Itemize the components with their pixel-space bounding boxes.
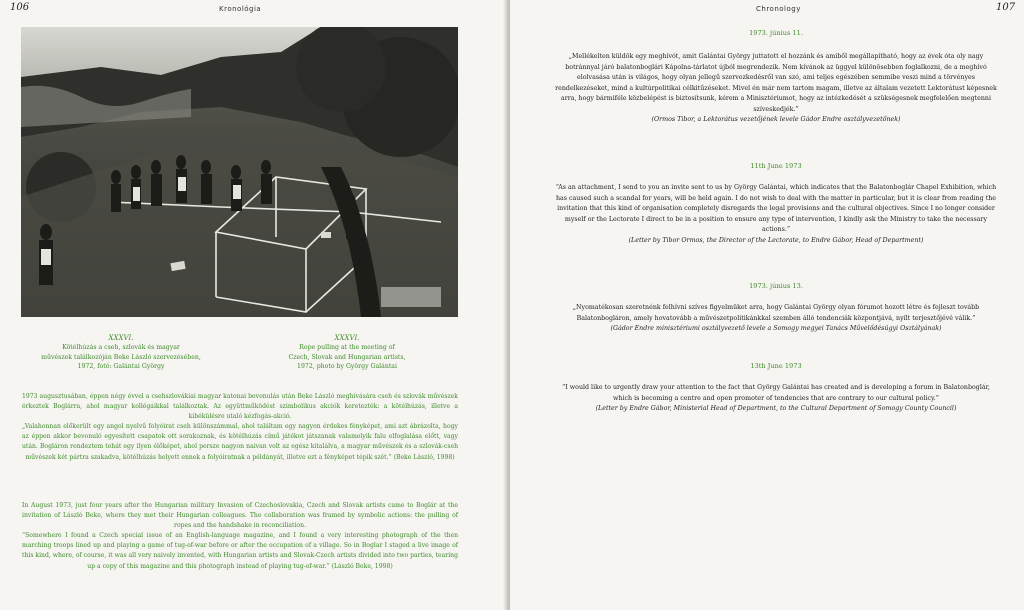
en-paragraph-2: “Somewhere I found a Czech special issue of an English-language magazine, and I found a very interesting photograph of the then marching troops lined up and playing a game of tug-of-war before or after the occupation of a village. So in Boglar I staged a live image of this kind, where, of course, it was all very naively invented, with Hungarian artists and Slovak-Czech artists divided into two parties, tearing up a copy of this magazine and this photograph instead of playing tug-of-war.” (László Beke, 1998) [22, 532, 458, 570]
caption-hu-number: XXXVI. [108, 334, 134, 342]
entry-2 [554, 183, 998, 246]
english-text [22, 501, 458, 572]
entry-source-4: (Letter by Endre Gábor, Ministerial Head of Department, to the Cultural Department of Somogy County Council) [595, 405, 957, 412]
hungarian-text [22, 392, 458, 463]
caption-en-line1: Rope pulling at the meeting of [299, 344, 395, 352]
entry-date-2: 11th June 1973 [750, 162, 802, 170]
right-page [510, 0, 1024, 610]
entry-4 [554, 383, 998, 415]
entry-body-3: „Nyomatékosan szeretnénk felhívni szíves figyelmüket arra, hogy Galántai György olyan fórumot hozott létre és fejleszt tovább Balatonbogláron, amely hovatovább a művészetpolitikánkkal szemben álló tendenciák központjává, nyílt terjesztőjévé válik.” [572, 304, 980, 322]
running-head-right: Chronology [756, 5, 801, 13]
page-number-right: 107 [996, 2, 1016, 13]
hu-paragraph-1: 1973 augusztusában, éppen négy évvel a csehszlovákiai magyar katonai bevonulás után Beke László meghívására cseh és szlovák művészek érkeztek Boglárra, ahol magyar kollégáikkal találkoztak. Az együttműködést szimbolikus akciók keretezték: a kötélhúzás, illetve a kibékülésre utaló kézfogás-akció. [22, 393, 458, 421]
left-page [0, 0, 507, 610]
entry-body-2: “As an attachment, I send to you an invite sent to us by György Galántai, which indicates that the Balatonboglár Chapel Exhibition, which has caused such a scandal for years, will be held again. I do not wish to deal with the matter in particular, but it is clear from reading the invitation that this kind of organisation completely disregards the legal provisions and the cultural objectives. Since I no longer consider myself or the Lectorate I direct to be in a position to ensure any type of intervention, I kindly ask the Ministry to take the necessary actions.” [555, 184, 997, 233]
entry-source-2: (Letter by Tibor Ormos, the Director of the Lectorate, to Endre Gábor, Head of Department) [628, 236, 924, 244]
caption-hungarian [36, 334, 206, 371]
entry-date-1: 1973. június 11. [749, 29, 803, 37]
entry-date-4: 13th June 1973 [750, 362, 802, 370]
entry-body-1: „Mellékelten küldök egy meghívót, amit Galántai György juttatott el hozzánk és amiből megállapítható, hogy az évek óta oly nagy botránnyal járó balatonboglári Kápolna-tárlatot újból megrendezik. Nem kívánok az üggyel különösebben foglalkozni, de a meghívó elolvasása után is világos, hogy olyan jellegű szervezkedésről van szó, ami teljes egészében semmibe veszi mind a törvényes rendelkezéseket, mind a kultúrpolitikai célkitűzéseket. Mivel én már nem tartom magam, illetve az általam vezetett Lektorátust képesnek arra, hogy bármiféle közbelépést is biztosítsunk, kérem a Minisztériumot, hogy az intézkedését a szükségesnek megfelelően megtenni szíveskedjék.” [555, 53, 997, 113]
caption-en-number: XXXVI. [334, 334, 360, 342]
caption-hu-line2: művészek találkozóján Beke László szervezésében, [41, 353, 201, 361]
entry-body-4: “I would like to urgently draw your attention to the fact that György Galántai has created and is developing a forum in Balatonboglár, which is becoming a centre and open promoter of tendencies that are contrary to our cultural policy.” [562, 384, 990, 402]
page-number-left: 106 [10, 2, 30, 13]
photo-illustration [21, 27, 458, 317]
caption-hu-line1: Kötélhúzás a cseh, szlovák és magyar [62, 344, 180, 352]
entry-source-3: (Gádor Endre minisztériumi osztályvezető levele a Somogy megyei Tanács Művelődésügyi Osztályának) [610, 325, 942, 332]
entry-3 [554, 303, 998, 335]
photo-rope-pulling [21, 27, 458, 317]
entry-1 [554, 52, 998, 126]
entry-date-3: 1973. június 13. [749, 282, 803, 290]
caption-en-line3: 1972, photo by György Galántai [297, 362, 397, 370]
caption-en-line2: Czech, Slovak and Hungarian artists, [288, 353, 406, 361]
hu-paragraph-2: „Valahonnan előkerült egy angol nyelvű folyóirat cseh különszámmal, ahol találtam egy nagyon érdekes fényképet, ami azt ábrázolta, hogy az éppen akkor bevonuló egyesített csapatok ott sorakoznak, és kötélhúzás című játékot játszanak valamelyik falu elfoglalása előtt, vagy után. Bogláron rendeztem tehát egy ilyen élőképet, ahol persze nagyon naivan volt az egész kitalálva, a magyar művészek és a szlovák-cseh művészek két pártra szakadva, kötélhúzás helyett ennek a folyóiratnak a példányát, illetve ezt a fényképet tépik szét.” (Beke László, 1998) [22, 423, 458, 461]
caption-hu-line3: 1972, fotó: Galántai György [77, 362, 165, 370]
running-head-left: Kronológia [219, 5, 262, 13]
en-paragraph-1: In August 1973, just four years after the Hungarian military Invasion of Czechoslovakia, Czech and Slovak artists came to Boglár at the invitation of László Beke, where they met their Hungarian colleagues. The collaboration was framed by symbolic actions: the pulling of ropes and the handshake in reconciliation. [22, 502, 458, 530]
entry-source-1: (Ormos Tibor, a Lektorátus vezetőjének levele Gádor Endre osztályvezetőnek) [651, 116, 901, 123]
caption-english [262, 334, 432, 371]
